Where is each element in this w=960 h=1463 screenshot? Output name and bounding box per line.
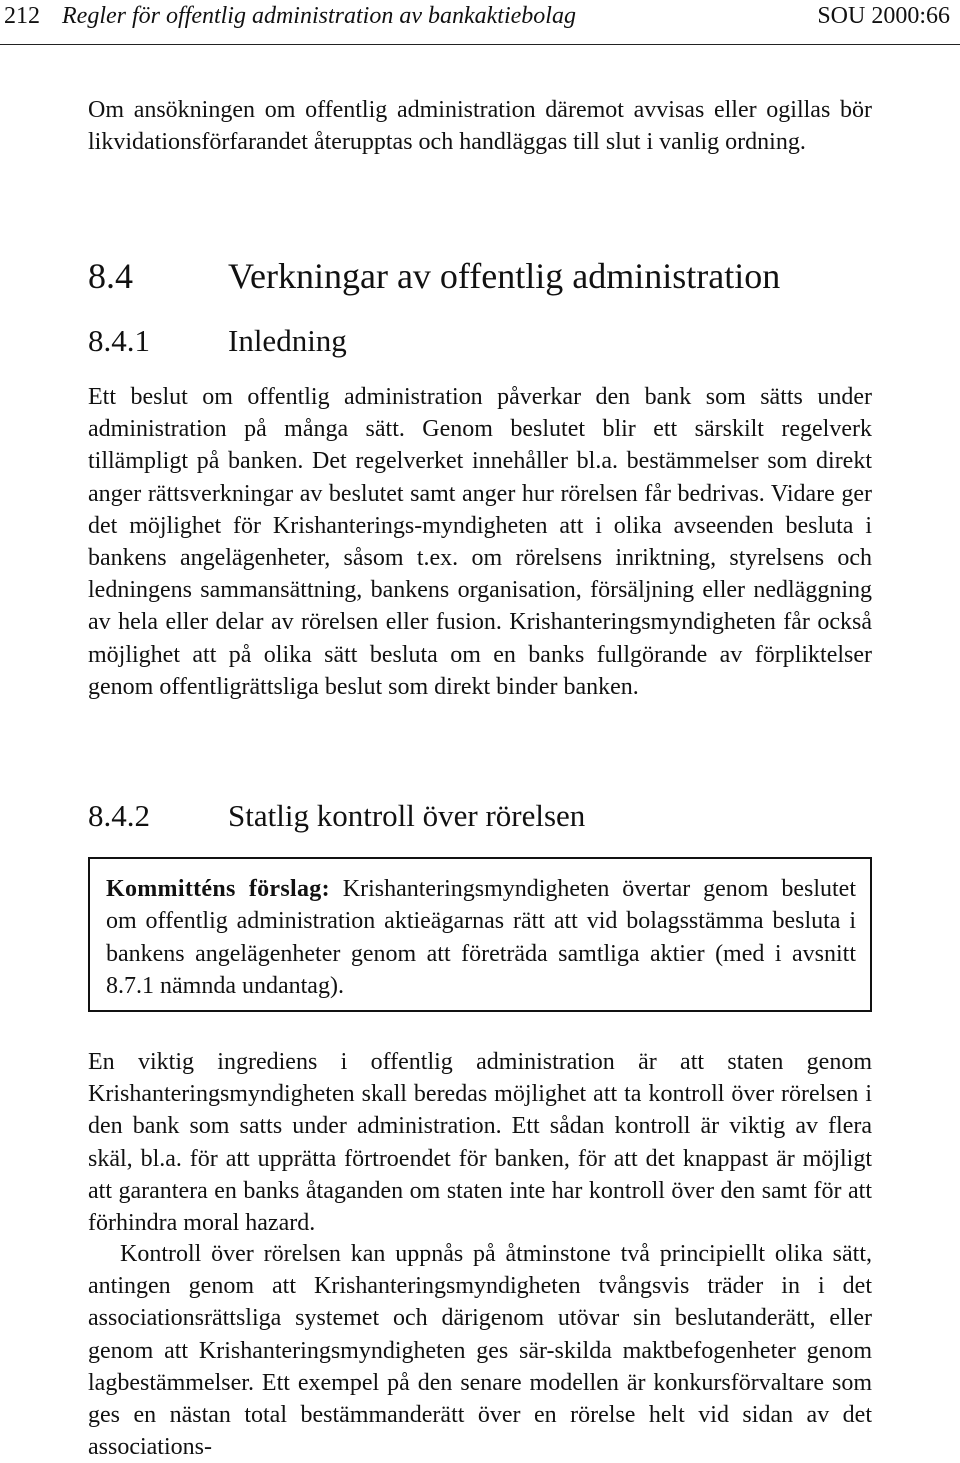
subsection-heading-1 [88,322,888,360]
subsection-2-title: Statlig kontroll över rörelsen [228,798,586,833]
subsection-heading-2 [88,797,888,835]
subsection-1-title: Inledning [228,323,347,358]
proposal-text: Krishanteringsmyndigheten övertar genom beslutet om offentlig administration aktieägarnas rätt att vid bolagsstämma besluta i bankens angelägenheter genom att företräda samtliga aktier (med i avsnitt 8.7.1 nämnda undantag). [106,876,856,1000]
running-header [0,0,960,45]
section-number: 8.4 [88,256,133,296]
subsection-2-paragraph-1: En viktig ingrediens i offentlig administration är att staten genom Krishanteringsmyndigheten skall beredas möjlighet att ta kontroll över rörelsen i den bank som satts under administration. Ett sådan kontroll är viktig av flera skäl, bl.a. för att upprätta förtroendet för banken, för att det knappast är möjligt att garantera en banks åtaganden om staten inte har kontroll över den samt för att förhindra moral hazard. [88,1049,872,1237]
page-number: 212 [4,3,40,29]
subsection-2-paragraph-2: Kontroll över rörelsen kan uppnås på åtminstone två principiellt olika sätt, antingen genom att Krishanteringsmyndigheten tvångsvis träder in i det associationsrättsliga systemet och därigenom utövar sin beslutanderätt, eller genom att Krishanteringsmyndigheten ges sär-skilda maktbefogenheter genom lagbestämmelser. Ett exempel på den senare modellen är konkursförvaltare som ges en nästan total bestämmanderätt över en rörelse helt vid sidan av det associations- [88,1241,872,1461]
section-title: Verkningar av offentlig administration [228,256,781,296]
subsection-2-number: 8.4.2 [88,798,150,833]
proposal-label: Kommitténs förslag: [106,876,330,902]
committee-proposal [106,873,856,1003]
committee-proposal-box [88,857,872,1012]
subsection-1-paragraph: Ett beslut om offentlig administration påverkar den bank som sätts under administration på många sätt. Genom beslutet blir ett särskilt regelverk tillämpligt på banken. Det regelverket innehåller bl.a. bestämmelser som direkt anger rättsverkningar av beslutet samt anger hur rörelsen får bedrivas. Vidare ger det möjlighet för Krishanterings-myndigheten att i olika avseenden besluta i bankens angelägenheter, såsom t.ex. om rörelsens inriktning, styrelsens och ledningens sammansättning, bankens organisation, försäljning eller nedläggning av hela eller delar av rörelsen eller fusion. Krishanteringsmyndigheten får också möjlighet att på olika sätt besluta om en banks fullgörande av förpliktelser genom offentligrättsliga beslut som direkt binder banken. [88,384,872,700]
series-reference: SOU 2000:66 [817,3,950,29]
subsection-1-number: 8.4.1 [88,323,150,358]
running-title: Regler för offentlig administration av bankaktiebolag [62,3,576,29]
section-heading [88,254,888,298]
intro-paragraph: Om ansökningen om offentlig administration däremot avvisas eller ogillas bör likvidationsförfarandet återupptas och handläggas till slut i vanlig ordning. [88,97,872,156]
